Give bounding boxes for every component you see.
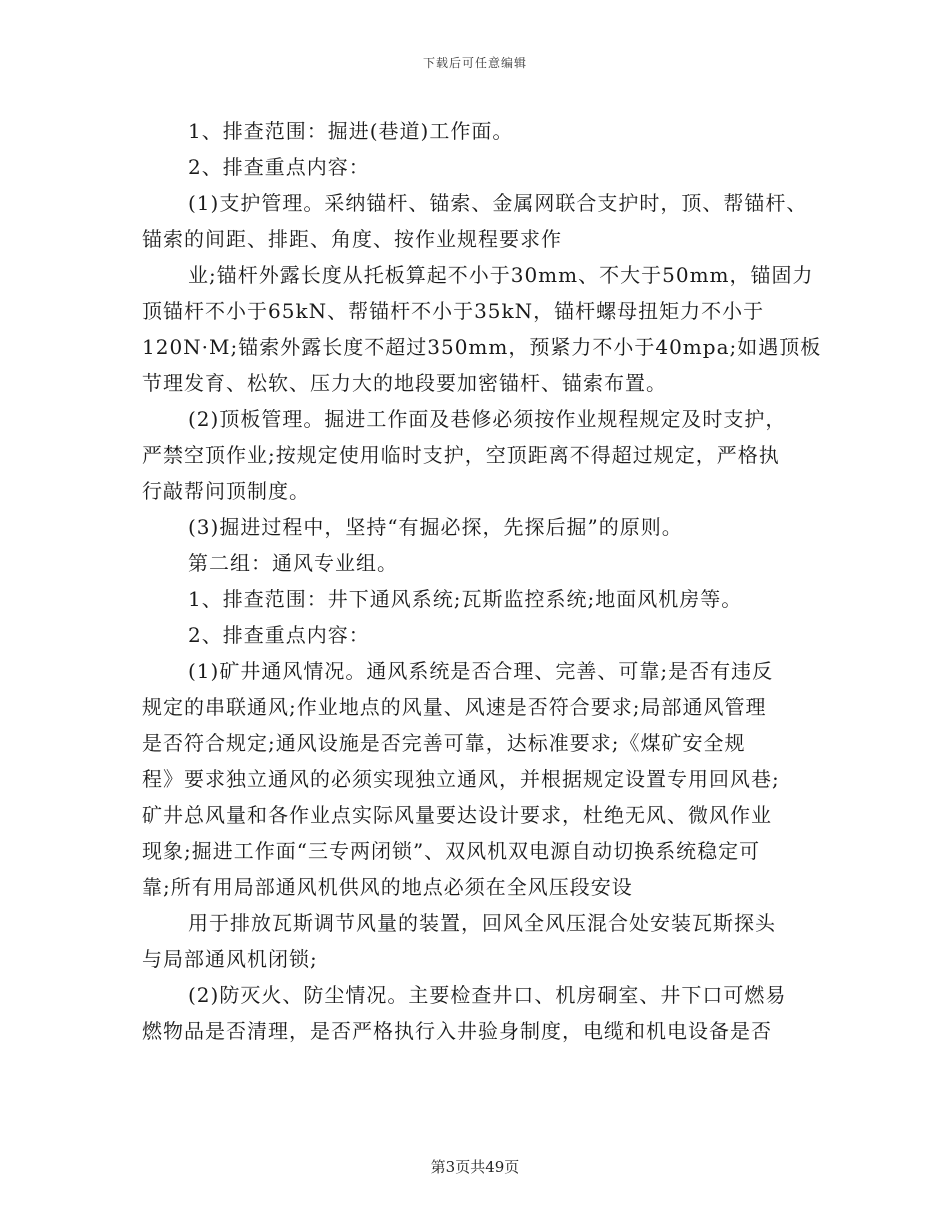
text-line: 2、排查重点内容： [188, 155, 370, 179]
text-line: 规定的串联通风;作业地点的风量、风速是否符合要求;局部通风管理 [142, 695, 767, 719]
text-line: 顶锚杆不小于65kN、帮锚杆不小于35kN，锚杆螺母扭矩力不小于 [142, 299, 765, 323]
text-line: 靠;所有用局部通风机供风的地点必须在全风压段安设 [142, 875, 633, 899]
text-line: 120N·M;锚索外露长度不超过350mm，预紧力不小于40mpa;如遇顶板 [142, 335, 822, 359]
text-line: (1)支护管理。采纳锚杆、锚索、金属网联合支护时，顶、帮锚杆、 [188, 191, 808, 215]
document-body [142, 113, 822, 1049]
text-line: 现象;掘进工作面“三专两闭锁”、双风机双电源自动切换系统稳定可 [142, 839, 761, 863]
text-line: 燃物品是否清理，是否严格执行入井验身制度，电缆和机电设备是否 [142, 1019, 772, 1043]
text-line: 1、排查范围：掘进(巷道)工作面。 [188, 119, 514, 143]
text-line: (1)矿井通风情况。通风系统是否合理、完善、可靠;是否有违反 [188, 659, 774, 683]
page-header: 下载后可任意编辑 [422, 56, 527, 70]
text-line: 2、排查重点内容： [188, 623, 370, 647]
text-line: 矿井总风量和各作业点实际风量要达设计要求，杜绝无风、微风作业 [142, 803, 772, 827]
text-line: 节理发育、松软、压力大的地段要加密锚杆、锚索布置。 [142, 371, 667, 395]
text-line: 程》要求独立通风的必须实现独立通风，并根据规定设置专用回风巷; [142, 767, 780, 791]
text-line: 行敲帮问顶制度。 [142, 479, 310, 503]
text-line: 严禁空顶作业;按规定使用临时支护，空顶距离不得超过规定，严格执 [142, 443, 780, 467]
text-line: (2)防灭火、防尘情况。主要检查井口、机房硐室、井下口可燃易 [188, 983, 787, 1007]
text-line: 锚索的间距、排距、角度、按作业规程要求作 [142, 227, 562, 251]
text-line: 是否符合规定;通风设施是否完善可靠，达标准要求;《煤矿安全规 [142, 731, 746, 755]
text-line: 与局部通风机闭锁; [142, 947, 318, 971]
page-footer: 第3页共49页 [430, 1158, 520, 1176]
text-line: 用于排放瓦斯调节风量的装置，回风全风压混合处安装瓦斯探头 [188, 911, 776, 935]
text-line: (3)掘进过程中，坚持“有掘必探，先探后掘”的原则。 [188, 515, 683, 539]
text-line: (2)顶板管理。掘进工作面及巷修必须按作业规程规定及时支护， [188, 407, 787, 431]
text-line: 第二组：通风专业组。 [188, 551, 398, 575]
text-line: 业;锚杆外露长度从托板算起不小于30mm、不大于50mm，锚固力 [188, 263, 814, 287]
text-line: 1、排查范围：井下通风系统;瓦斯监控系统;地面风机房等。 [188, 587, 743, 611]
